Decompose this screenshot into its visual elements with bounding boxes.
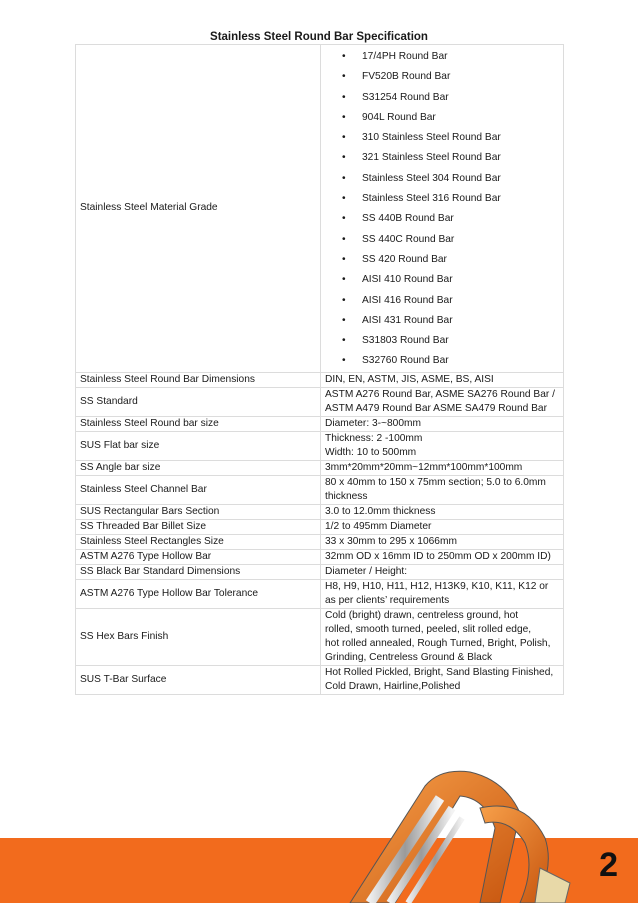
row-value — [321, 431, 564, 460]
table-row — [76, 372, 564, 387]
table-row — [76, 460, 564, 475]
row-value-line: Diameter: 3-~800mm — [325, 417, 421, 429]
grade-list-item: • AISI 410 Round Bar — [325, 270, 563, 290]
table-row — [76, 387, 564, 416]
grade-list-item: • SS 440B Round Bar — [325, 209, 563, 229]
row-value — [321, 475, 564, 504]
row-value — [321, 534, 564, 549]
row-value-line: Grinding, Centreless Ground & Black — [325, 651, 493, 663]
page-number: 2 — [599, 846, 618, 884]
row-value-line: thickness — [325, 490, 368, 502]
row-value — [321, 519, 564, 534]
grade-list-item: • SS 420 Round Bar — [325, 250, 563, 270]
row-label: SS Hex Bars Finish — [76, 608, 321, 665]
row-value — [321, 504, 564, 519]
table-row — [76, 475, 564, 504]
row-value — [321, 665, 564, 694]
table-row — [76, 549, 564, 564]
table-row — [76, 608, 564, 665]
grade-list-item: • 904L Round Bar — [325, 108, 563, 128]
row-value — [321, 416, 564, 431]
row-value-line: 32mm OD x 16mm ID to 250mm OD x 200mm ID) — [325, 550, 551, 562]
row-value-line: Hot Rolled Pickled, Bright, Sand Blasting Finished, — [325, 666, 554, 678]
grade-list-item: • S31254 Round Bar — [325, 88, 563, 108]
grade-list-item: • 17/4PH Round Bar — [325, 47, 563, 67]
grade-list-item: • Stainless Steel 304 Round Bar — [325, 169, 563, 189]
row-label: SS Angle bar size — [76, 460, 321, 475]
row-value-line: rolled, smooth turned, peeled, slit rolled edge, — [325, 623, 532, 635]
grade-list-item: • S31803 Round Bar — [325, 331, 563, 351]
row-label: SS Threaded Bar Billet Size — [76, 519, 321, 534]
grades-cell — [321, 45, 564, 373]
table-row — [76, 564, 564, 579]
table-row — [76, 665, 564, 694]
row-label: SUS Rectangular Bars Section — [76, 504, 321, 519]
row-value-line: 33 x 30mm to 295 x 1066mm — [325, 535, 457, 547]
page-title: Stainless Steel Round Bar Specification — [210, 31, 428, 43]
row-value — [321, 549, 564, 564]
grade-list-item: • SS 440C Round Bar — [325, 230, 563, 250]
row-value-line: hot rolled annealed, Rough Turned, Bright, Polish, — [325, 637, 551, 649]
table-row — [76, 416, 564, 431]
row-value-line: Cold (bright) drawn, centreless ground, hot — [325, 609, 519, 621]
row-label: SUS Flat bar size — [76, 431, 321, 460]
grade-list-item: • AISI 416 Round Bar — [325, 291, 563, 311]
grade-list-item: • FV520B Round Bar — [325, 67, 563, 87]
row-label: Stainless Steel Round Bar Dimensions — [76, 372, 321, 387]
grade-list-item: • Stainless Steel 316 Round Bar — [325, 189, 563, 209]
row-value-line: 1/2 to 495mm Diameter — [325, 520, 432, 532]
row-value-line: H8, H9, H10, H11, H12, H13K9, K10, K11, K12 or — [325, 580, 549, 592]
spec-table — [75, 44, 564, 695]
table-row — [76, 504, 564, 519]
row-value-line: 3mm*20mm*20mm~12mm*100mm*100mm — [325, 461, 523, 473]
row-label: Stainless Steel Channel Bar — [76, 475, 321, 504]
row-value-line: as per clients’ requirements — [325, 594, 450, 606]
row-value-line: Cold Drawn, Hairline,Polished — [325, 680, 461, 692]
row-value-line: Thickness: 2 -100mm — [325, 432, 423, 444]
row-value — [321, 387, 564, 416]
grade-list-item: • 321 Stainless Steel Round Bar — [325, 148, 563, 168]
grade-list-item: • 310 Stainless Steel Round Bar — [325, 128, 563, 148]
row-value — [321, 579, 564, 608]
company-logo — [330, 768, 580, 903]
spec-table-body — [76, 45, 564, 695]
row-label: ASTM A276 Type Hollow Bar — [76, 549, 321, 564]
table-row — [76, 519, 564, 534]
row-value-line: 80 x 40mm to 150 x 75mm section; 5.0 to 6.0mm — [325, 476, 546, 488]
row-value-line: 3.0 to 12.0mm thickness — [325, 505, 436, 517]
grades-list — [325, 45, 563, 372]
row-value-line: Diameter / Height: — [325, 565, 408, 577]
row-value — [321, 608, 564, 665]
table-row-grades — [76, 45, 564, 373]
row-value-line: ASTM A276 Round Bar, ASME SA276 Round Bar / — [325, 388, 555, 400]
table-row — [76, 534, 564, 549]
row-value — [321, 372, 564, 387]
table-row — [76, 431, 564, 460]
row-value-line: DIN, EN, ASTM, JIS, ASME, BS, AISI — [325, 373, 494, 385]
grade-list-item: • AISI 431 Round Bar — [325, 311, 563, 331]
row-value — [321, 460, 564, 475]
grade-list-item: • S32760 Round Bar — [325, 351, 563, 371]
row-value — [321, 564, 564, 579]
row-label: Stainless Steel Round bar size — [76, 416, 321, 431]
row-value-line: ASTM A479 Round Bar ASME SA479 Round Bar — [325, 402, 547, 414]
row-label: ASTM A276 Type Hollow Bar Tolerance — [76, 579, 321, 608]
table-row — [76, 579, 564, 608]
row-label: SS Standard — [76, 387, 321, 416]
row-value-line: Width: 10 to 500mm — [325, 446, 417, 458]
row-label: SS Black Bar Standard Dimensions — [76, 564, 321, 579]
row-label: Stainless Steel Rectangles Size — [76, 534, 321, 549]
row-label: Stainless Steel Material Grade — [76, 45, 321, 373]
row-label: SUS T-Bar Surface — [76, 665, 321, 694]
